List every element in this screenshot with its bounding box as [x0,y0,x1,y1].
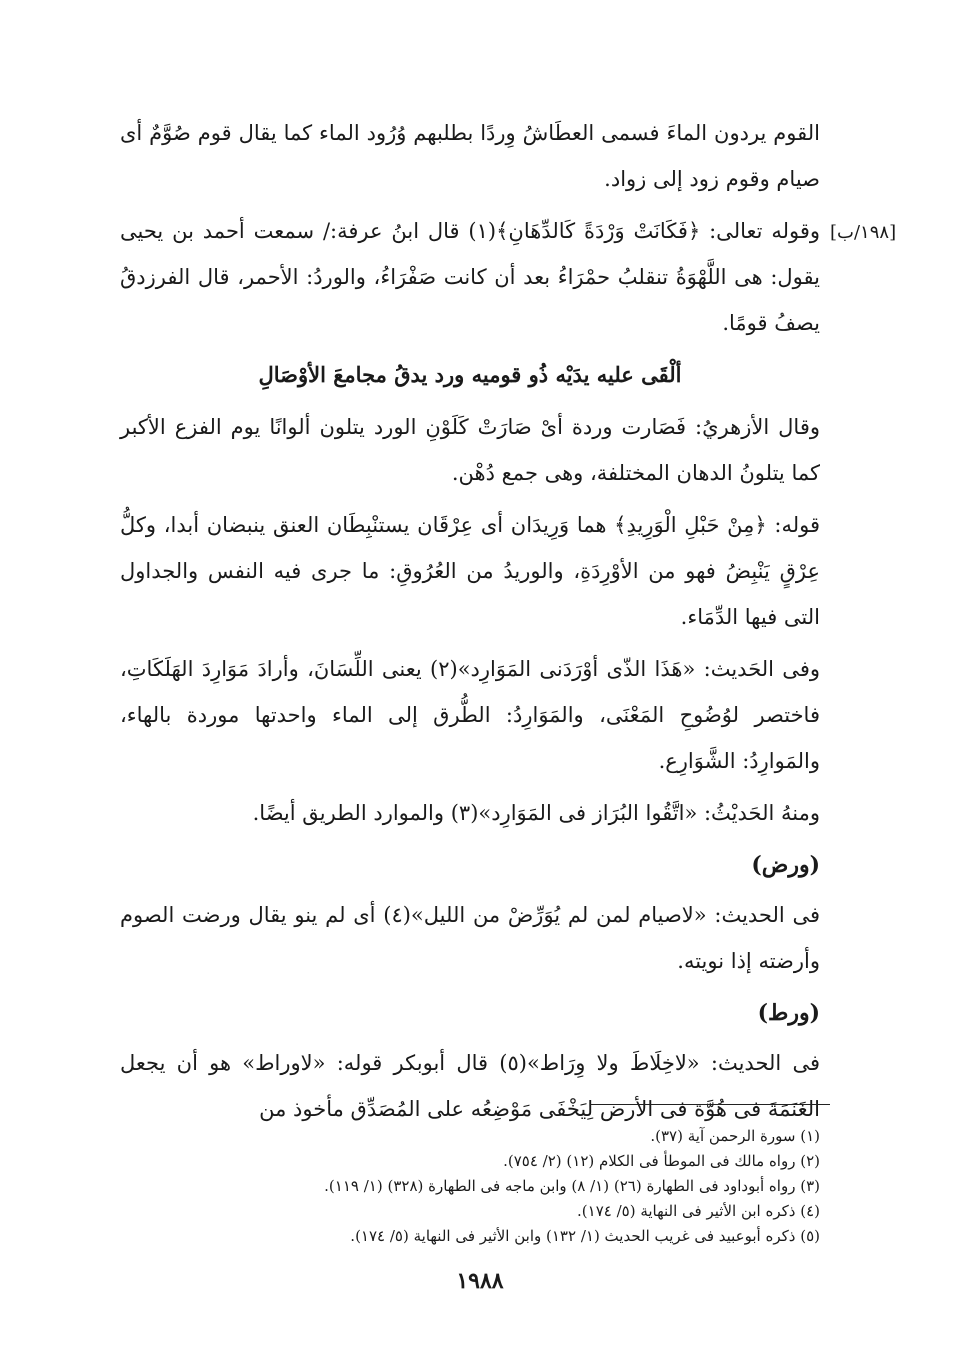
paragraph: قوله: ﴿مِنْ حَبْلِ الْوَرِيدِ﴾ هما وَرِيدَان أى عِرْقَان يستنْبِطَان العنق ينبضان أبدا، وكلُّ عِرْقٍ يَنْبِضُ فهو من الأوْرِدَةِ، والوريدُ من العُرُوقِ: ما جرى فيه النفس والجداول التى فيها الدِّمَاء. [120,513,820,629]
footnote: (٣) رواه أبوداود فى الطهارة (٢٦) (١/ ٨) وابن ماجه فى الطهارة (٣٢٨) (١/ ١١٩). [324,1177,820,1195]
paragraph: ومنهُ الحَديْثُ: «اتَّقُوا البُرَاز فى المَوَارِد»(٣) والموارد الطريق أيضًا. [252,801,820,825]
paragraph: فى الحديث: «لاخِلَاطَ ولا وِرَاط»(٥) قال أبوبكر قوله: «لاوراط» هو أن يجعل الغَنَمَةَ فى هُوَّة فى الأرض لِيَخْفَى مَوْضِعُه على المُصَدِّق مأخوذ من [120,1051,820,1121]
paragraph: فى الحديث: «لاصيام لمن لم يُوَرِّضْ من الليل»(٤) أى لم ينو يقال ورضت الصوم وأرضته إذا نويته. [120,903,821,973]
page-number: ١٩٨٨ [456,1268,504,1294]
footnote: (٤) ذكره ابن الأثير فى النهاية (٥/ ١٧٤). [577,1202,820,1220]
footnote: (٢) رواه مالك فى الموطأ فى الكلام (١٢) (٢/ ٧٥٤). [503,1152,820,1170]
paragraph: القوم يردون الماءَ فسمى العطَاشُ وِردًا بطلبهم وُرُود الماء كما يقال قوم صُوَّمٌ أى صيام وقوم زود إلى زواد. [120,121,820,191]
paragraph: وقوله تعالى: ﴿فَكَانَتْ وَرْدَةً كَالدِّهَانِ﴾(١) قال ابنُ عرفة:/ سمعت أحمد بن يحيى يقول: هى اللَّهْوَةُ تنقلبُ حمْرَاءُ بعد أن كانت صَفْرَاءُ، والوردُ: الأحمر، قال الفرزدقُ يصفُ قومًا. [120,219,820,335]
paragraph: وفى الحَديث: «هَذَا الذّى أوْرَدَنى المَوَارِد»(٢) يعنى اللِّسَانَ، وأرادَ مَوَارِدَ الهَلَكَاتِ، فاختصر لوُضُوحِ المَعْنَى، والمَوَارِدُ: الطُّرق إلى الماء واحدتها موردة بالهاء، والمَوارِدُ: الشَّوَارِع. [120,657,820,773]
footnote: (١) سورة الرحمن آية (٣٧). [650,1127,820,1145]
footnotes [180,1124,820,1249]
poem-verse: ألْقَى عليه يدَيْه ذُو قوميه ورد يدقُ مجامعَ الأوْصَالِ [258,362,682,387]
footnote: (٥) ذكره أبوعبيد فى غريب الحديث (١/ ١٣٢) وابن الأثير فى النهاية (٥/ ١٧٤). [350,1227,820,1245]
paragraph: وقال الأزهريُ: فَصَارت وردة أىْ صَارَتْ كَلَوْنِ الورد يتلون ألوانًا يوم الفزع الأكبر كما يتلونُ الدهان المختلفة، وهى جمع دُهْن. [120,415,820,485]
entry-heading: (ورض) [751,852,820,878]
footnote-divider [590,1104,830,1105]
main-text [120,110,820,1138]
entry-heading: (ورط) [757,1000,820,1026]
folio-marker: [١٩٨/ب] [830,222,897,243]
